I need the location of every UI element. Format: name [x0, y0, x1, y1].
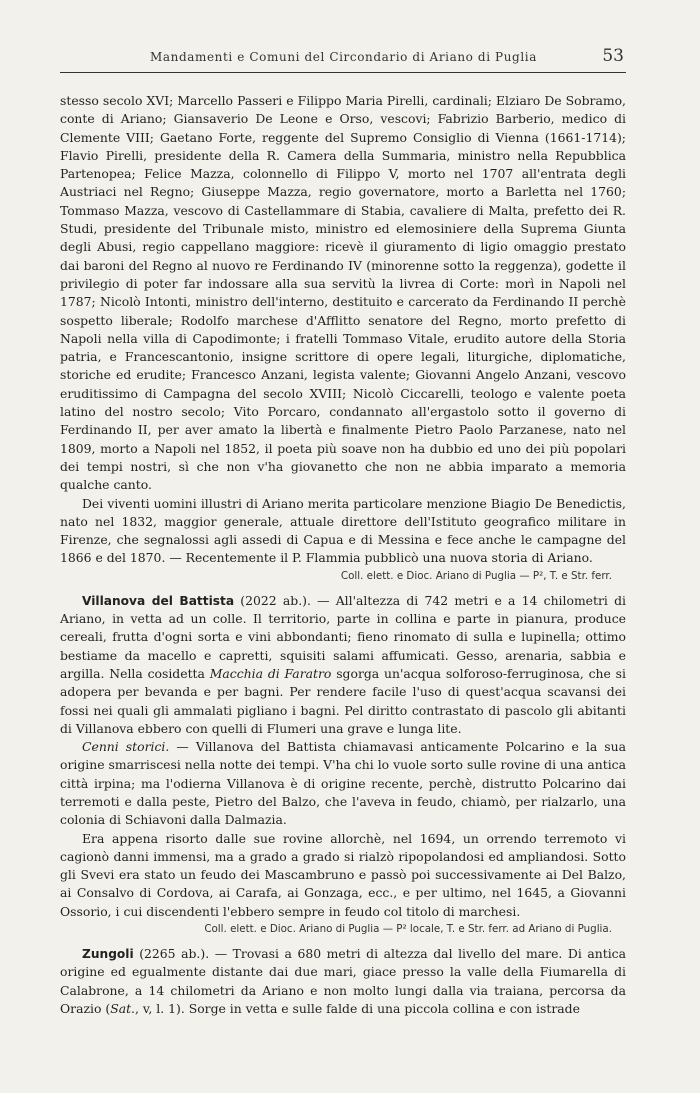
page-body [60, 92, 626, 1018]
entry-zungoli [60, 945, 626, 1018]
entry-title-zungoli: Zungoli [82, 947, 134, 962]
paragraph-living-men: Dei viventi uomini illustri di Ariano merita particolare menzione Biagio De Benedictis, nato nel 1832, maggior generale, attuale direttore dell'Istituto geografico militare in Firenze, che segnalossi agli assedi di Capua e di Messina e fece anche le campagne del 1866 e del 1870. — Recentemente il P. Flammia pubblicò una nuova storia di Ariano. [60, 495, 626, 566]
historical-notes-text: — Villanova del Battista chiamavasi anticamente Polcarino e la sua origine smarriscesi nella notte dei tempi. V'ha chi lo vuole sorto sulle rovine di una antica città irpina; ma l'odierna Villanova è di origine recente, perchè, distrutto Polcarino dai terremoti e dalla peste, Pietro del Balzo, che l'aveva in feudo, chiamò, per rialzarlo, una colonia di Schiavoni dalla Dalmazia. [60, 739, 626, 828]
entry-villanova [60, 592, 626, 738]
page-number: 53 [602, 46, 624, 66]
entry-text-zungoli: (2265 ab.). — Trovasi a 680 metri di altezza dal livello del mare. Di antica origine ed egualmente distante dai due mari, giace presso la valle della Fiumarella di Calabrone, a 14 chilometri da Ariano e non molto lungi dalla via traiana, percorsa da Orazio ( [60, 946, 626, 1016]
entry-title-villanova: Villanova del Battista [82, 593, 235, 608]
paragraph-historical-notes [60, 738, 626, 829]
citation-satire: Sat. [110, 1000, 135, 1016]
paragraph-illustrious-men: stesso secolo XVI; Marcello Passeri e Filippo Maria Pirelli, cardinali; Elziaro De Sobramo, conte di Ariano; Giansaverio De Leone e Orso, vescovi; Fabrizio Barberio, medico di Clemente VIII; Gaetano Forte, reggente del Supremo Consiglio di Vienna (1661-1714); Flavio Pirelli, presidente della R. Camera della Summaria, ministro nella Repubblica Partenopea; Felice Mazza, colonnello di Filippo V, morto nel 1707 all'entrata degli Austriaci nel Regno; Giuseppe Mazza, regio governatore, morto a Barletta nel 1760; Tommaso Mazza, vescovo di Castellammare di Stabia, cavaliere di Malta, prefetto dei R. Studi, presidente del Tribunale misto, ministro ed elemosiniere della Suprema Giunta degli Abusi, regio cappellano maggiore: ricevè il giuramento di ligio omaggio prestato dai baroni del Regno al nuovo re Ferdinando IV (minorenne sotto la reggenza), godette il privilegio di poter far indossare alla sua servitù la livrea di Corte: morì in Napoli nel 1787; Nicolò Intonti, ministro dell'interno, destituito e carcerato da Ferdinando II perchè sospetto liberale; Rodolfo marchese d'Afflitto senatore del Regno, morto prefetto di Napoli nella villa di Capodimonte; i fratelli Tommaso Vitale, erudito autore della Storia patria, e Francescantonio, insigne scrittore di opere legali, liturgiche, diplomatiche, storiche ed erudite; Francesco Anzani, legista valente; Giovanni Angelo Anzani, vescovo eruditissimo di Campagna del secolo XVIII; Nicolò Ciccarelli, teologo e valente poeta latino del nostro secolo; Vito Porcaro, condannato all'ergastolo sotto il governo di Ferdinando II, per aver amato la libertà e finalmente Pietro Paolo Parzanese, nato nel 1809, morto a Napoli nel 1852, il poeta più soave non ha dubbio ed uno dei più popolari dei tempi nostri, sì che non v'ha giovanetto che non ne abbia imparato a memoria qualche canto. [60, 93, 626, 493]
historical-notes-label: Cenni storici. [82, 739, 170, 755]
entry-text-zungoli-cont: , v, l. 1). Sorge in vetta e sulle falde di una piccola collina e con istrade [135, 1000, 580, 1016]
paragraph-earthquake: Era appena risorto dalle sue rovine allorchè, nel 1694, un orrendo terremoto vi cagionò danni immensi, ma a grado a grado si rialzò ripopolandosi ed ampliandosi. Sotto gli Svevi era stato un feudo dei Mascambruno e passò poi successivamente ai Del Balzo, ai Consalvo di Cordova, ai Carafa, ai Gonzaga, ecc., e per ultimo, nel 1645, a Giovanni Ossorio, i cui discendenti l'ebbero sempre in feudo col titolo di marchesi. [60, 830, 626, 919]
source-note-ariano: Coll. elett. e Dioc. Ariano di Puglia — P², T. e Str. ferr. [340, 569, 612, 582]
entry-text-villanova-cont: sgorga un'acqua solforoso-ferruginosa, che si adopera per bevanda e per bagni. Per rendere facile l'uso di quest'acqua scavansi dei fossi nei quali gli ammalati pigliano i bagni. Pel diritto contrastato di pascolo gli abitanti di Villanova ebbero con quelli di Flumeri una grave e lunga lite. [60, 665, 627, 736]
running-title: Mandamenti e Comuni del Circondario di Ariano di Puglia [150, 50, 537, 64]
place-name-macchia: Macchia di Faratro [209, 665, 332, 681]
source-note-villanova: Coll. elett. e Dioc. Ariano di Puglia — P² locale, T. e Str. ferr. ad Ariano di Puglia. [204, 923, 612, 936]
entry-text-villanova: (2022 ab.). — All'altezza di 742 metri e a 14 chilometri di Ariano, in vetta ad un colle. Il territorio, parte in collina e parte in pianura, produce cereali, frutta d'ogni sorta e vini abbondanti; fieno rinomato di sulla e lupinella; ottimo bestiame da macello e capretti, squisiti salami affumicati. Gesso, arenaria, sabbia e argilla. Nella cosidetta [60, 592, 626, 681]
page-header [60, 46, 626, 73]
